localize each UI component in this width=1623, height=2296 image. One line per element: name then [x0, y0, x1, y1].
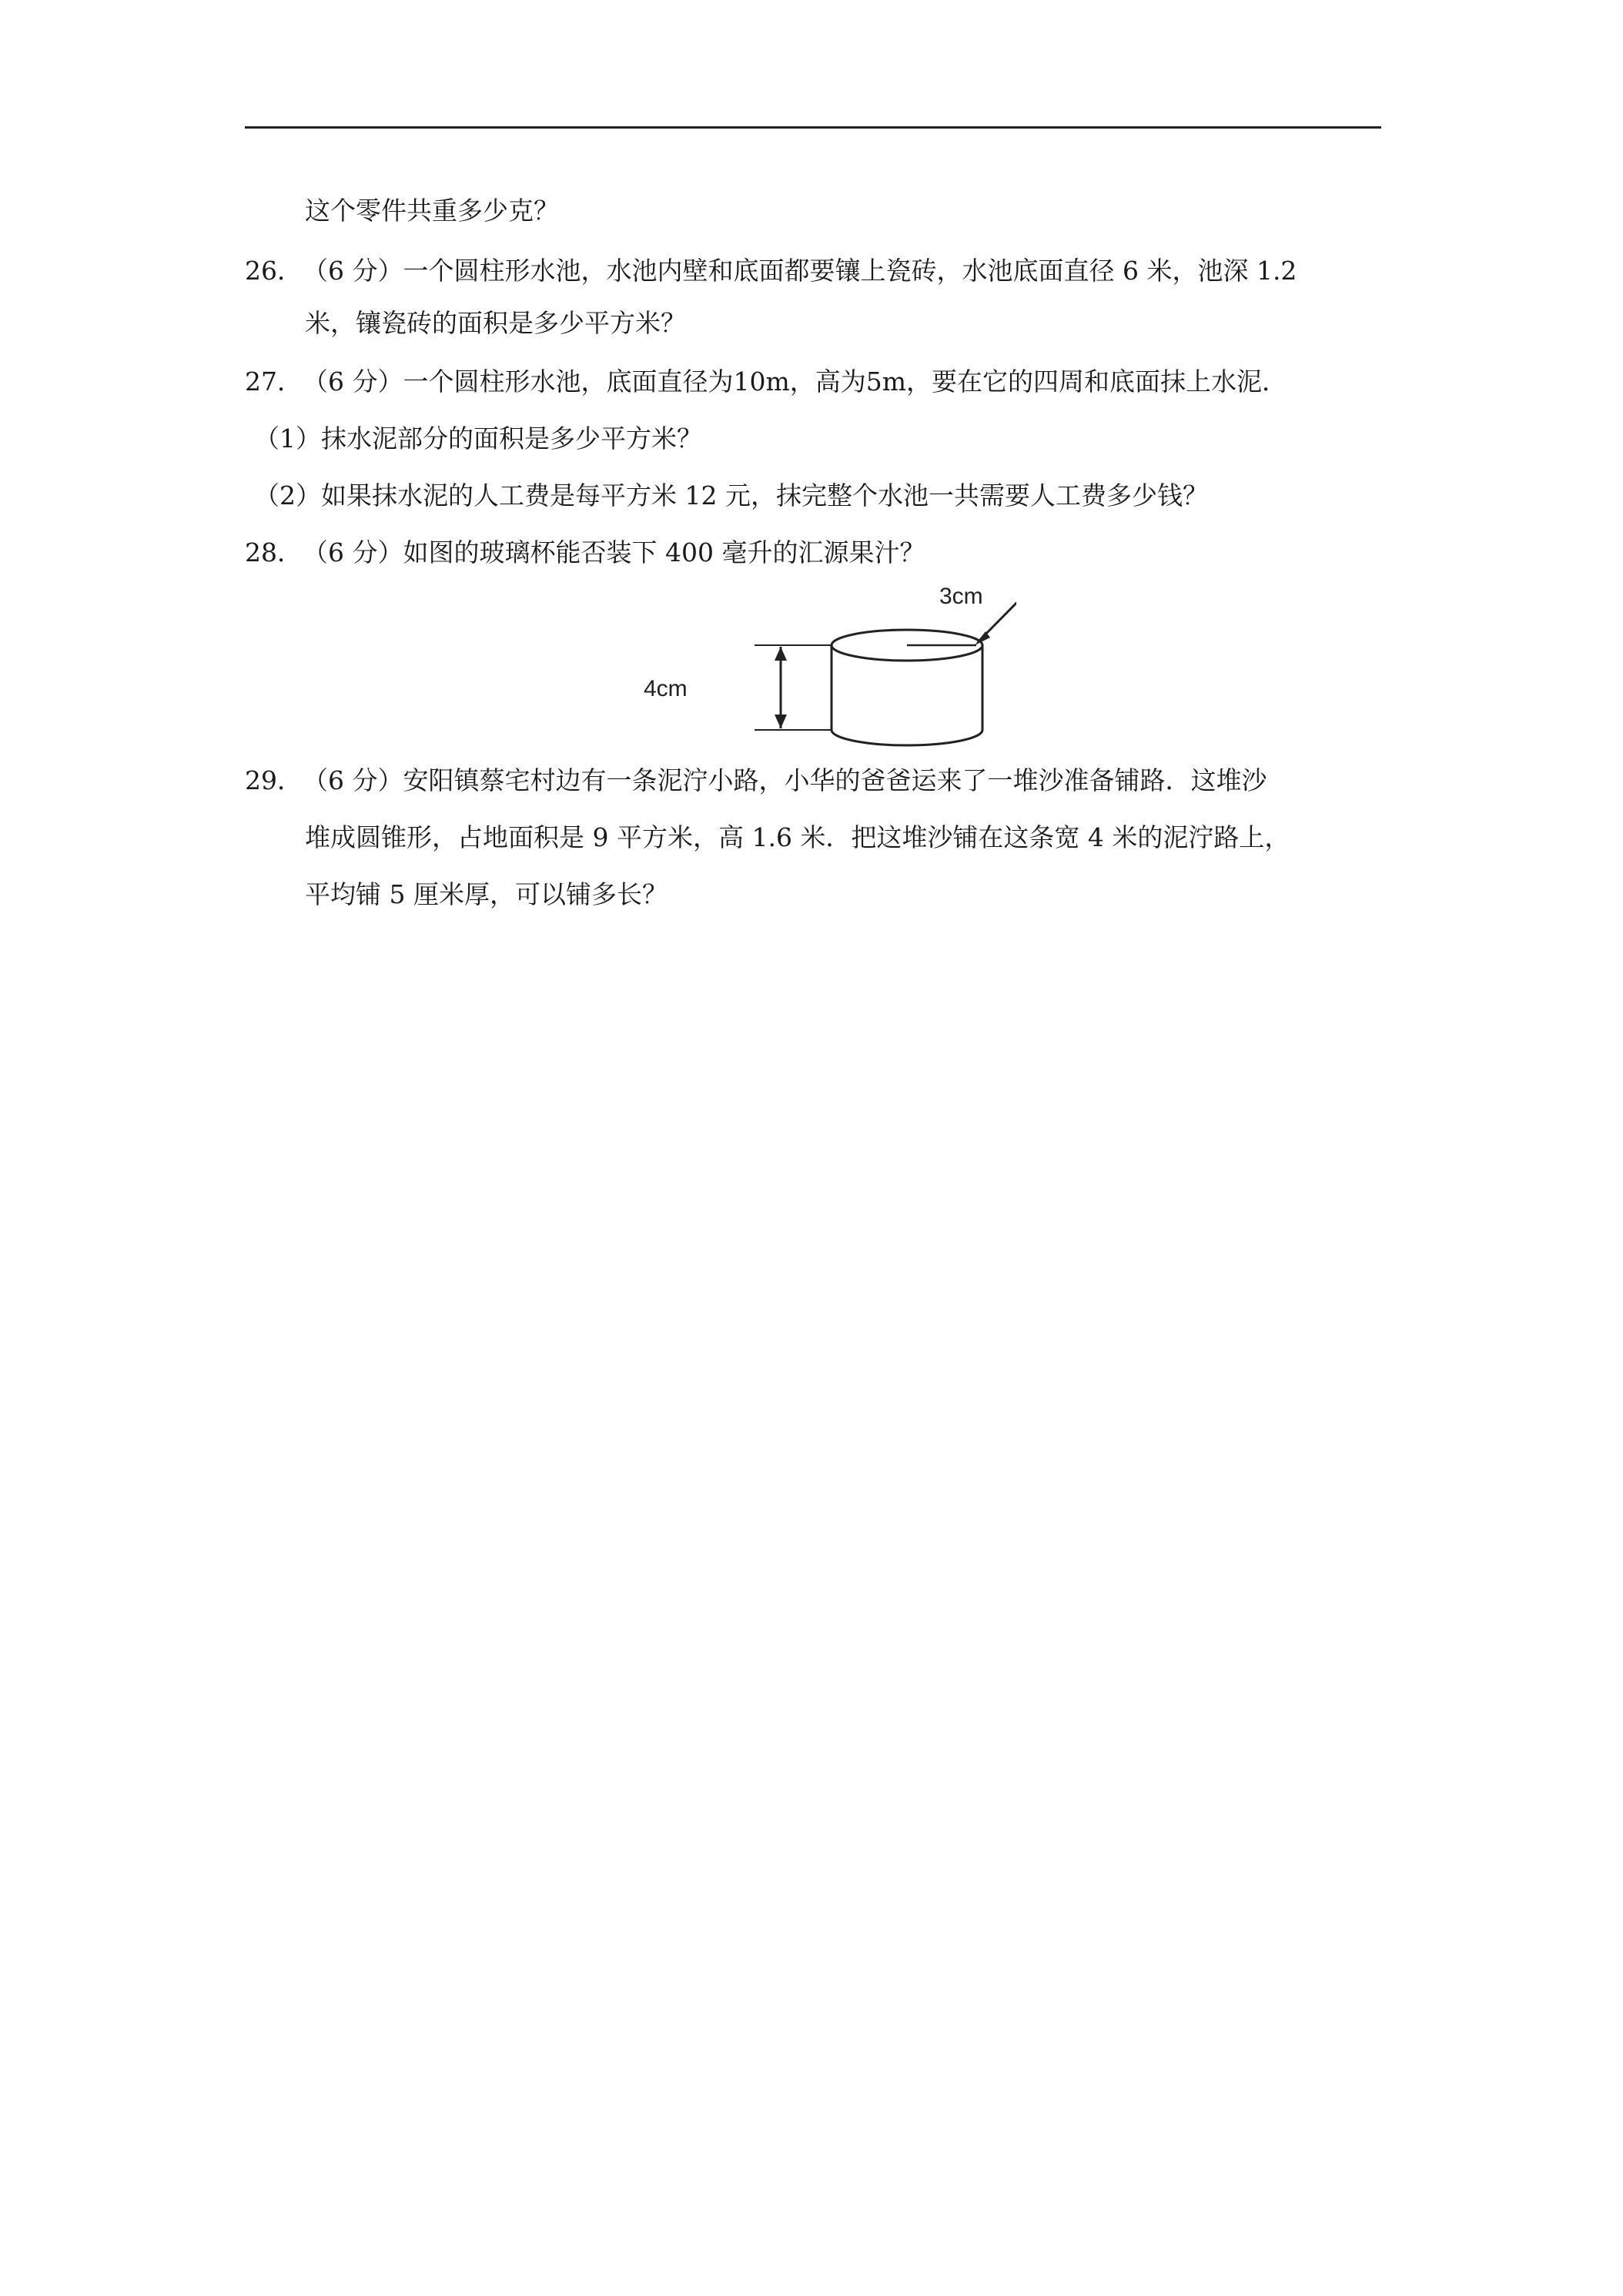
- question-number: 28．: [245, 537, 303, 567]
- question-26-line-2: 米，镶瓷砖的面积是多少平方米？: [305, 308, 686, 338]
- question-29-line-2: 堆成圆锥形，占地面积是 9 平方米，高 1.6 米．把这堆沙铺在这条宽 4 米的泥泞路上，: [305, 822, 1290, 852]
- question-29-line-3: 平均铺 5 厘米厚，可以铺多长？: [305, 879, 668, 909]
- cylinder-bottom: [832, 730, 982, 745]
- radius-label: 3cm: [939, 584, 983, 609]
- question-27-sub-1: （1）抹水泥部分的面积是多少平方米？: [254, 423, 702, 454]
- question-number: 27．: [245, 366, 303, 397]
- height-label: 4cm: [644, 676, 688, 701]
- question-text-line: （6 分）一个圆柱形水池，底面直径为10m，高为5m，要在它的四周和底面抹上水泥．: [303, 366, 1288, 397]
- question-number: 26．: [245, 256, 303, 286]
- cylinder-figure: [616, 582, 1016, 759]
- question-text-line: （6 分）如图的玻璃杯能否装下 400 毫升的汇源果汁？: [303, 537, 925, 567]
- question-29: [245, 764, 1267, 798]
- question-28: [245, 536, 925, 570]
- header-rule: [245, 126, 1381, 129]
- height-arrowhead-bottom: [775, 715, 787, 728]
- question-27-sub-2: （2）如果抹水泥的人工费是每平方米 12 元，抹完整个水池一共需要人工费多少钱？: [254, 480, 1208, 510]
- continuation-text: 这个零件共重多少克？: [305, 196, 559, 226]
- question-text-line: （6 分）一个圆柱形水池，水池内壁和底面都要镶上瓷砖，水池底面直径 6 米，池深 1.2: [303, 256, 1297, 286]
- question-text-line: （6 分）安阳镇蔡宅村边有一条泥泞小路，小华的爸爸运来了一堆沙准备铺路．这堆沙: [303, 765, 1267, 795]
- question-27: [245, 365, 1287, 399]
- question-number: 29．: [245, 765, 303, 795]
- question-26: [245, 254, 1297, 288]
- height-arrowhead-top: [775, 647, 787, 661]
